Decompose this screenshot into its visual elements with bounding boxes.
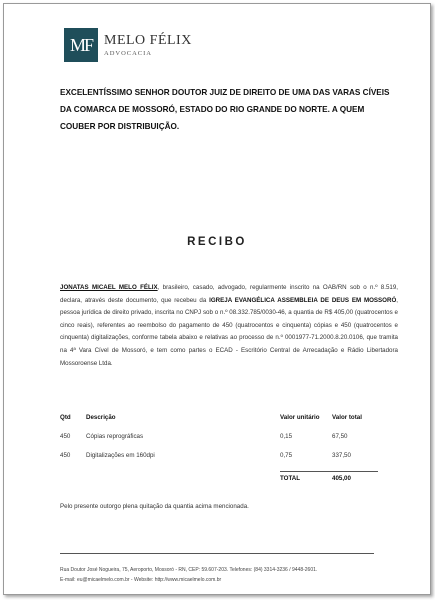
row-total-value: 337,50 [332, 452, 351, 459]
total-spacer-1 [60, 472, 86, 495]
header-unit-value: Valor unitário [280, 414, 320, 421]
items-table [60, 414, 378, 494]
row-description: Digitalizações em 160dpi [86, 452, 155, 460]
logo-sub: ADVOCACIA [104, 50, 152, 57]
row-total-value: 67,50 [332, 433, 348, 440]
table-row [60, 452, 378, 472]
issuer-name: JONATAS MICAEL MELO FÉLIX [60, 284, 158, 291]
footer [60, 565, 390, 585]
logo-name: MELO FÉLIX [104, 33, 192, 48]
table-row [60, 433, 378, 452]
document-title: RECIBO [187, 236, 247, 248]
logo-text [104, 33, 192, 57]
table-header-row [60, 414, 378, 433]
document-page [3, 3, 431, 595]
logo-mark: MF [64, 28, 98, 62]
row-unit-value: 0,15 [280, 433, 293, 440]
receipt-body [60, 282, 398, 370]
row-unit-value: 0,75 [280, 452, 293, 459]
header-qtd: Qtd [60, 414, 71, 421]
total-spacer-2 [86, 472, 280, 495]
header-total-value: Valor total [332, 414, 362, 421]
row-description: Cópias reprográficas [86, 433, 144, 440]
body-part-1: , brasileiro, casado, advogado, regularmente inscrito na OAB/RN sob o n.º 8.519, declara, através deste documento, que recebeu da [60, 284, 398, 304]
total-label: TOTAL [280, 472, 332, 495]
addressee-header: EXCELENTÍSSIMO SENHOR DOUTOR JUIZ DE DIREITO DE UMA DAS VARAS CÍVEIS DA COMARCA DE MOSSORÓ, ESTADO DO RIO GRANDE DO NORTE. A QUEM COUBER POR DISTRIBUIÇÃO. [60, 88, 390, 131]
total-value: 405,00 [332, 472, 378, 495]
closing-statement: Pelo presente outorgo plena quitação da quantia acima mencionada. [60, 503, 249, 510]
row-qtd: 450 [60, 452, 71, 460]
firm-logo [64, 28, 192, 62]
header-description: Descrição [86, 414, 116, 421]
footer-contact: E-mail: eu@micaelmelo.com.br - Website: http://www.micaelmelo.com.br [60, 577, 222, 583]
footer-divider [60, 553, 374, 554]
payer-name: IGREJA EVANGÉLICA ASSEMBLEIA DE DEUS EM MOSSORÓ [209, 296, 397, 304]
row-qtd: 450 [60, 433, 71, 440]
table-total-row [60, 472, 378, 495]
footer-address: Rua Doutor José Nogueira, 75, Aeroporto, Mossoró - RN, CEP: 59.607-203. Telefones: (84) 3314-3236 / 9448-2601. [60, 567, 318, 573]
body-part-2: , pessoa jurídica de direito privado, inscrita no CNPJ sob o n.º 08.332.785/0030-46, a quantia de R$ 405,00 (quatrocentos e cinco reais), referentes ao reembolso do pagamento de 450 (quatrocentos e cinquenta) cópias e 450 (quatrocentos e cinquenta) digitalizações, conforme tabela abaixo e relativas ao processo de n.º 0001977-71.2000.8.20.0106, que tramita na 4ª Vara Cível de Mossoró, e tem como partes o ECAD - Escritório Central de Arrecadação e Rádio Libertadora Mossoroense Ltda. [60, 296, 398, 367]
